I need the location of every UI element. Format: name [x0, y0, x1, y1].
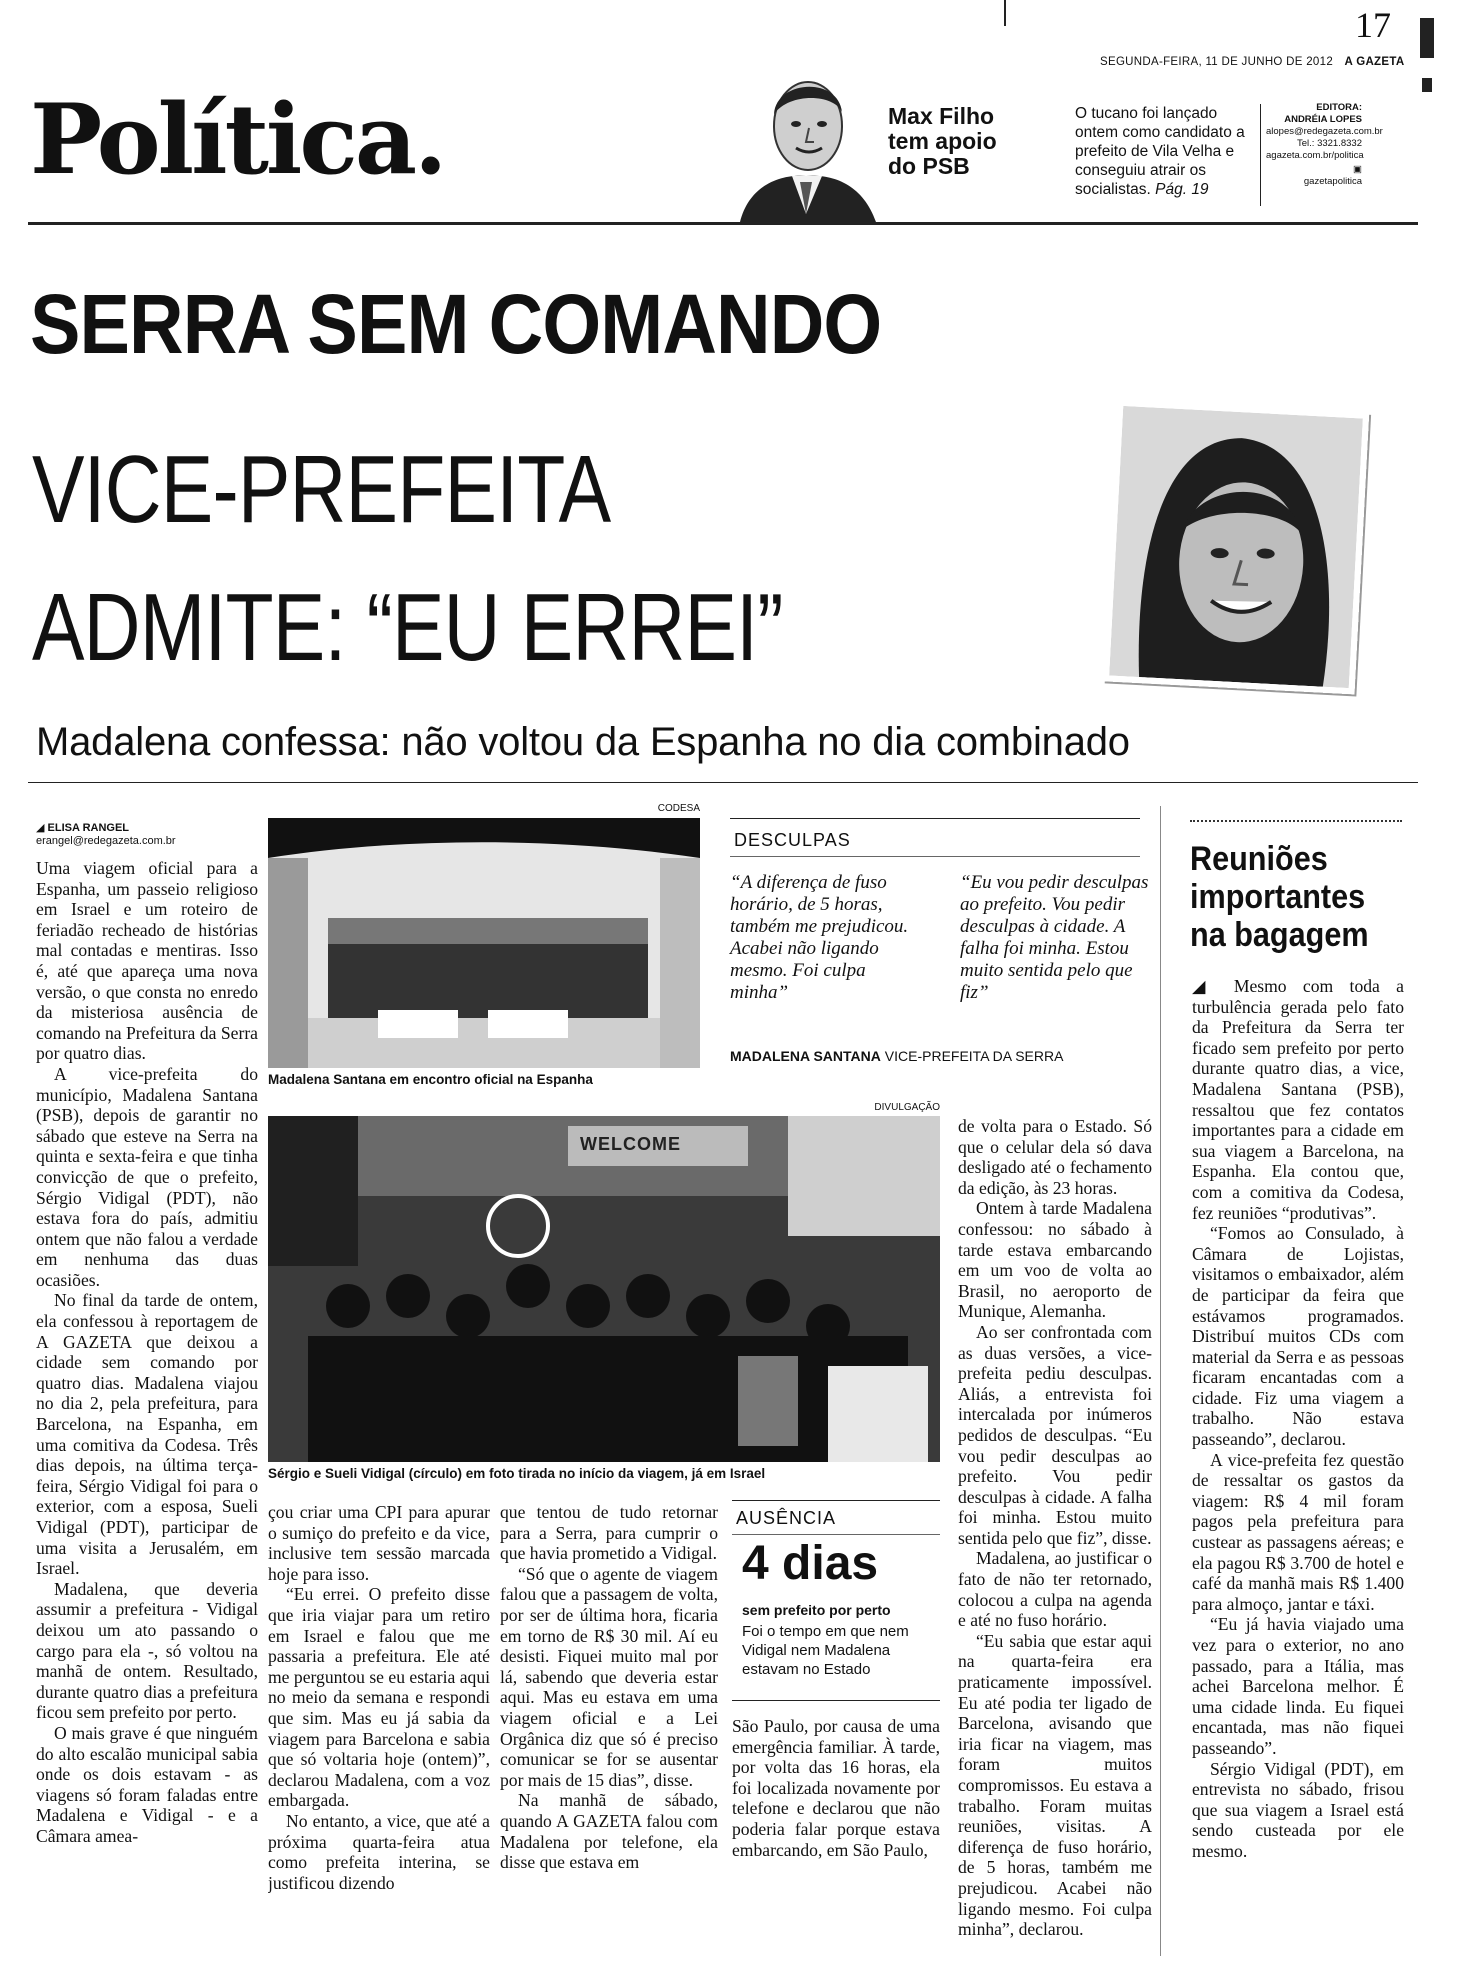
col1-p1: Uma viagem oficial para a Espanha, um passeio religioso em Israel e um roteiro de feriadão recheado de histórias mal contadas e mentiras. Isso é, até que apareça uma nova versão, o que consta no enredo da misteriosa ausência de comando na Prefeitura da Serra por quatro dias. — [36, 858, 258, 1064]
article-col1 — [36, 858, 258, 1958]
social-icon: ▣ — [1353, 164, 1362, 175]
masthead-rule — [28, 222, 1418, 225]
page-number: 17 — [1355, 5, 1391, 45]
max-filho-portrait — [730, 64, 882, 222]
teaser-divider — [1260, 104, 1261, 206]
photo1-caption: Madalena Santana em encontro oficial na Espanha — [268, 1072, 593, 1087]
article-col4 — [732, 1716, 940, 1958]
photo1-credit: CODESA — [657, 803, 700, 814]
main-headline-line1: VICE-PREFEITA — [32, 436, 611, 543]
byline — [36, 822, 176, 848]
scan-mark-top — [1004, 0, 1006, 26]
desculpas-label-rule — [730, 856, 1140, 857]
subheadline: Madalena confessa: não voltou da Espanha no dia combinado — [36, 720, 1130, 764]
ausencia-subtitle: sem prefeito por perto — [742, 1602, 891, 1618]
sidebar-p1: ◢ Mesmo com toda a turbulência gerada pelo fato da Prefeitura da Serra ter ficado sem prefeito por perto durante quatro dias, a vice, Madalena Santana (PSB), ressaltou que fez contatos importantes para a cidade em sua viagem a Barcelona, na Espanha. Ela contou que, com a comitiva da Codesa, fez reuniões “produtivas”. — [1192, 976, 1404, 1223]
byline-name: ELISA RANGEL — [47, 822, 130, 834]
ausencia-top-rule — [732, 1500, 940, 1501]
col1-p4: Madalena, que deveria assumir a prefeitura - Vidigal deixou um ato passando o cargo para ela -, só voltou na manhã de ontem. Resultado, durante quatro dias a prefeitura ficou sem prefeito por perto. — [36, 1578, 258, 1723]
editor-social-handle: gazetapolitica — [1303, 176, 1362, 187]
sidebar-p3: A vice-prefeita fez questão de ressaltar os gastos da viagem: R$ 4 mil foram pagos pela prefeitura para custear as passagens aéreas; e ela pagou R$ 3.700 de hotel e café da manhã mais R$ 1.400 para almoço, jantar e táxi. — [1192, 1449, 1404, 1614]
desculpas-quote1: “A diferença de fuso horário, de 5 horas, também me prejudicou. Acabei não ligando mesmo. Foi culpa minha” — [730, 872, 909, 1003]
col3-p1: que tentou de tudo retornar para a Serra, para cumprir o que havia prometido a Vidigal. — [500, 1502, 718, 1564]
section-title: Política. — [30, 83, 445, 196]
col5-p3: Ao ser confrontada com as duas versões, a vice-prefeita pediu desculpas. Aliás, a entrevista foi intercalada por inúmeros pedidos de desculpas. “Eu vou pedir desculpas ao prefeito. Vou pedir desculpas à cidade. A falha foi minha. Estou muito sentida pelo que fiz”, disse. — [958, 1321, 1152, 1548]
editor-social — [1266, 164, 1362, 188]
editor-phone: Tel.: 3321.8332 — [1297, 138, 1362, 149]
ausencia-big-number: 4 dias — [742, 1537, 879, 1590]
madalena-portrait — [1103, 400, 1369, 695]
teaser-page-ref: Pág. 19 — [1155, 181, 1209, 198]
col5-p5: “Eu sabia que estar aqui na quarta-feira era praticamente impossível. Eu até podia ter ligado de Barcelona, avisando que iria ficar na viagem, mas foram muitos compromissos. Eu estava a trabalho. Foram muitas reuniões, visitas. A diferença de fuso horário, de 5 horas, também me prejudicou. Acabei não ligando mesmo. Foi culpa minha”, declarou. — [958, 1630, 1152, 1940]
sidebar-divider — [1160, 806, 1161, 1956]
teaser-title: Max Filho tem apoio do PSB — [888, 103, 997, 179]
sidebar-top-rule — [1190, 820, 1402, 822]
ausencia-label: AUSÊNCIA — [736, 1508, 837, 1528]
editor-name: ANDRÉIA LOPES — [1284, 114, 1362, 125]
photo2-caption: Sérgio e Sueli Vidigal (círculo) em foto tirada no início da viagem, já em Israel — [268, 1466, 766, 1481]
paper-name: A GAZETA — [1344, 56, 1405, 68]
photo-vidigal-israel — [268, 1116, 940, 1462]
photo-madalena-spain — [268, 818, 700, 1068]
desculpas-top-rule — [730, 818, 1140, 819]
col5-p2: Ontem à tarde Madalena confessou: no sábado à tarde estava embarcando em um voo de volta ao Brasil, no aeroporto de Munique, Alemanha. — [958, 1198, 1152, 1322]
scan-mark-2 — [1422, 78, 1432, 92]
sidebar-body — [1192, 976, 1404, 1956]
main-headline-line2: ADMITE: “EU ERREI” — [32, 574, 783, 681]
article-col2 — [268, 1502, 490, 1958]
col3-p3: Na manhã de sábado, quando A GAZETA falou com Madalena por telefone, ela disse que estava em — [500, 1790, 718, 1873]
scan-mark — [1420, 18, 1434, 58]
ausencia-label-rule — [732, 1534, 940, 1535]
desculpas-quote2: “Eu vou pedir desculpas ao prefeito. Vou pedir desculpas à cidade. A falha foi minha. Estou muito sentida pelo que fiz” — [960, 872, 1149, 1003]
sidebar-arrow-icon: ◢ — [1192, 976, 1234, 996]
col1-p5: O mais grave é que ninguém do alto escalão municipal sabia onde os dois estavam - as viagens só foram faladas entre Madalena e Vidigal - e a Câmara amea- — [36, 1722, 258, 1846]
dateline — [1100, 56, 1404, 68]
editor-web[interactable]: agazeta.com.br/politica — [1266, 150, 1364, 161]
desculpas-label: DESCULPAS — [734, 830, 851, 850]
teaser-text — [1075, 104, 1255, 199]
col1-p3: No final da tarde de ontem, ela confessou à reportagem de A GAZETA que deixou a cidade sem comando por quatro dias. Madalena viajou no dia 2, pela prefeitura, para Barcelona, na Espanha, em uma comitiva da Codesa. Três dias depois, na última terça-feira, Sérgio Vidigal foi para o exterior, com a esposa, Sueli Vidigal (PDT), participar de uma visita a Jerusalém, em Israel. — [36, 1290, 258, 1579]
col2-p1: çou criar uma CPI para apurar o sumiço do prefeito e da vice, inclusive tem sessão marcada hoje para isso. — [268, 1502, 490, 1584]
desculpas-attr-role: VICE-PREFEITA DA SERRA — [884, 1048, 1064, 1064]
col4-p1: São Paulo, por causa de uma emergência familiar. À tarde, por volta das 16 horas, ela foi localizada novamente por telefone e declarou que não poderia falar porque estava embarcando, em São Paulo, — [732, 1716, 940, 1860]
col5-p4: Madalena, ao justificar o fato de não ter retornado, colocou a culpa na agenda e até no fuso horário. — [958, 1548, 1152, 1631]
sidebar-title: Reuniões importantes na bagagem — [1190, 840, 1369, 954]
photo2-sign: WELCOME — [580, 1134, 681, 1154]
col5-p1: de volta para o Estado. Só que o celular dela só dava desligado até o fechamento da edição, às 23 horas. — [958, 1116, 1152, 1198]
sidebar-p2: “Fomos ao Consulado, à Câmara de Lojistas, visitamos o embaixador, além de participar da feira que estávamos programados. Distribuí muitos CDs com material da Serra e as pessoas ficaram encantadas com a cidade. Fiz uma viagem a trabalho. Não estava passeando”, declarou. — [1192, 1223, 1404, 1450]
byline-email[interactable]: erangel@redegazeta.com.br — [36, 835, 176, 847]
col2-p3: No entanto, a vice, que até a próxima quarta-feira atua como prefeita interina, se justificou dizendo — [268, 1810, 490, 1893]
article-col5 — [958, 1116, 1152, 1958]
desculpas-attr-name: MADALENA SANTANA — [730, 1048, 881, 1064]
ausencia-bottom-rule — [732, 1700, 940, 1701]
photo2-credit: DIVULGAÇÃO — [874, 1102, 940, 1113]
desculpas-attribution — [730, 1048, 1063, 1064]
col3-p2: “Só que o agente de viagem falou que a passagem de volta, por ser de última hora, ficaria em torno de R$ 30 mil. Aí eu desisti. Fiquei muito mal por lá, sabendo que deveria estar aqui. Mas eu estava em uma viagem oficial e a Lei Orgânica diz que só é preciso comunicar se for se ausentar por mais de 15 dias”, disse. — [500, 1563, 718, 1790]
article-col3 — [500, 1502, 718, 1958]
col1-p2: A vice-prefeita do município, Madalena Santana (PSB), depois de garantir no sábado que esteve na Serra na quinta e sexta-feira e que tinha convicção de que o prefeito, Sérgio Vidigal (PDT), não estava fora do país, admitiu ontem que não falou a verdade em nenhuma das duas ocasiões. — [36, 1063, 258, 1290]
editor-label: EDITORA: — [1316, 102, 1362, 113]
sidebar-p5: Sérgio Vidigal (PDT), em entrevista no sábado, frisou que sua viagem a Israel está sendo custeada por ele mesmo. — [1192, 1758, 1404, 1861]
editor-email[interactable]: alopes@redegazeta.com.br — [1266, 126, 1383, 137]
sidebar-p4: “Eu já havia viajado uma vez para o exterior, no ano passado, para a Itália, mas achei Barcelona melhor. É uma cidade linda. Eu fiquei encantada, mas não fiquei passeando”. — [1192, 1614, 1404, 1758]
subhead-rule — [28, 782, 1418, 783]
byline-arrow-icon: ◢ — [36, 822, 45, 834]
ausencia-text: Foi o tempo em que nem Vidigal nem Madalena estavam no Estado — [742, 1623, 909, 1678]
dateline-date: SEGUNDA-FEIRA, 11 DE JUNHO DE 2012 — [1100, 56, 1334, 68]
editor-box — [1266, 102, 1383, 188]
kicker-headline: SERRA SEM COMANDO — [30, 277, 882, 371]
teaser-body: O tucano foi lançado ontem como candidato a prefeito de Vila Velha e conseguiu atrair os socialistas. — [1075, 105, 1245, 198]
col2-p2: “Eu errei. O prefeito disse que iria viajar para um retiro em Israel e falou que me passaria a prefeitura. Ele até me perguntou se eu estaria aqui no meio da semana e respondi que sim. Mas eu já sabia da viagem para Barcelona e sabia que só voltaria hoje (ontem)”, declarou Madalena, com a voz embargada. — [268, 1584, 490, 1811]
